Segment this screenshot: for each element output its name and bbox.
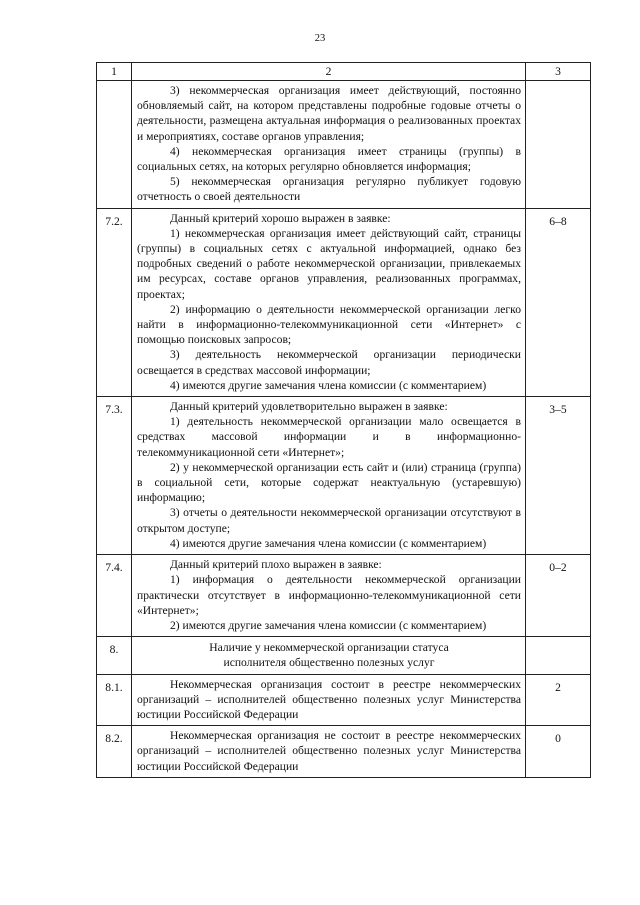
table-row: [97, 555, 591, 637]
row-description: [132, 81, 526, 209]
criterion-line: 2) информацию о деятельности некоммерческой организации легко найти в информационно-телекоммуникационной сети «Интернет» с помощью поисковых запросов;: [137, 302, 521, 347]
criterion-line: Некоммерческая организация не состоит в реестре некоммерческих организаций – исполнителей общественно полезных услуг Министерства юстиции Российской Федерации: [137, 729, 521, 773]
row-number: 7.3.: [97, 397, 132, 555]
row-description: [132, 208, 526, 396]
table-header-row: [97, 63, 591, 81]
table-row: [97, 726, 591, 778]
row-description: [132, 555, 526, 637]
criterion-heading: Данный критерий плохо выражен в заявке:: [170, 558, 382, 572]
row-score: 0–2: [526, 555, 591, 637]
criterion-line: 3) деятельность некоммерческой организации периодически освещается в средствах массовой информации;: [137, 348, 521, 377]
row-number: 8.1.: [97, 674, 132, 726]
criterion-line: 4) имеются другие замечания члена комиссии (с комментарием): [170, 378, 487, 392]
criteria-table: [96, 62, 591, 778]
row-number: 7.4.: [97, 555, 132, 637]
criterion-line: Некоммерческая организация состоит в реестре некоммерческих организаций – исполнителей общественно полезных услуг Министерства юстиции Российской Федерации: [137, 677, 521, 721]
row-number: [97, 81, 132, 209]
row-number: 7.2.: [97, 208, 132, 396]
criterion-heading: Данный критерий удовлетворительно выражен в заявке:: [170, 400, 448, 414]
table-row: [97, 81, 591, 209]
criterion-line: 3) отчеты о деятельности некоммерческой организации отсутствуют в открытом доступе;: [137, 506, 521, 535]
row-score: [526, 637, 591, 674]
criterion-line: 3) некоммерческая организация имеет действующий, постоянно обновляемый сайт, на котором представлены подробные годовые отчеты о деятельности, размещена актуальная информация о реализованных проектах и мероприятиях, составе органов управления;: [137, 84, 521, 143]
row-number: 8.: [97, 637, 132, 674]
column-header-description: 2: [132, 63, 526, 81]
criterion-line: 1) информация о деятельности некоммерческой организации практически отсутствует в информационно-телекоммуникационной сети «Интернет»;: [137, 573, 521, 617]
section-heading: Наличие у некоммерческой организации статуса исполнителя общественно полезных услуг: [209, 641, 449, 670]
criterion-line: 1) деятельность некоммерческой организации мало освещается в средствах массовой информации и в информационно-телекоммуникационной сети «Интернет»;: [137, 415, 521, 459]
row-score: 0: [526, 726, 591, 778]
row-description: [132, 726, 526, 778]
table-row: [97, 674, 591, 726]
column-header-score: 3: [526, 63, 591, 81]
row-number: 8.2.: [97, 726, 132, 778]
column-header-number: 1: [97, 63, 132, 81]
row-score: [526, 81, 591, 209]
page-number: 23: [314, 33, 326, 44]
row-description: [132, 397, 526, 555]
criterion-line: 5) некоммерческая организация регулярно публикует годовую отчетность о своей деятельности: [137, 175, 521, 204]
criterion-line: 4) имеются другие замечания члена комиссии (с комментарием): [170, 536, 487, 550]
row-description: [132, 674, 526, 726]
row-description: [132, 637, 526, 674]
row-score: 2: [526, 674, 591, 726]
criterion-line: 2) у некоммерческой организации есть сайт и (или) страница (группа) в социальной сети, которые содержат неактуальную (устаревшую) информацию;: [137, 460, 521, 505]
table-row: [97, 637, 591, 674]
criterion-line: 1) некоммерческая организация имеет действующий сайт, страницы (группы) в социальных сетях с актуальной информацией, однако без подробных сведений о работе некоммерческой организации, привлекаемых им ресурсах, составе органов управления, реализованных программах, проектах;: [137, 226, 521, 301]
criterion-line: 2) имеются другие замечания члена комиссии (с комментарием): [170, 618, 487, 632]
row-score: 6–8: [526, 208, 591, 396]
row-score: 3–5: [526, 397, 591, 555]
criterion-heading: Данный критерий хорошо выражен в заявке:: [170, 211, 391, 225]
table-row: [97, 208, 591, 396]
table-row: [97, 397, 591, 555]
criterion-line: 4) некоммерческая организация имеет страницы (группы) в социальных сетях, на которых регулярно обновляется информация;: [137, 144, 521, 174]
